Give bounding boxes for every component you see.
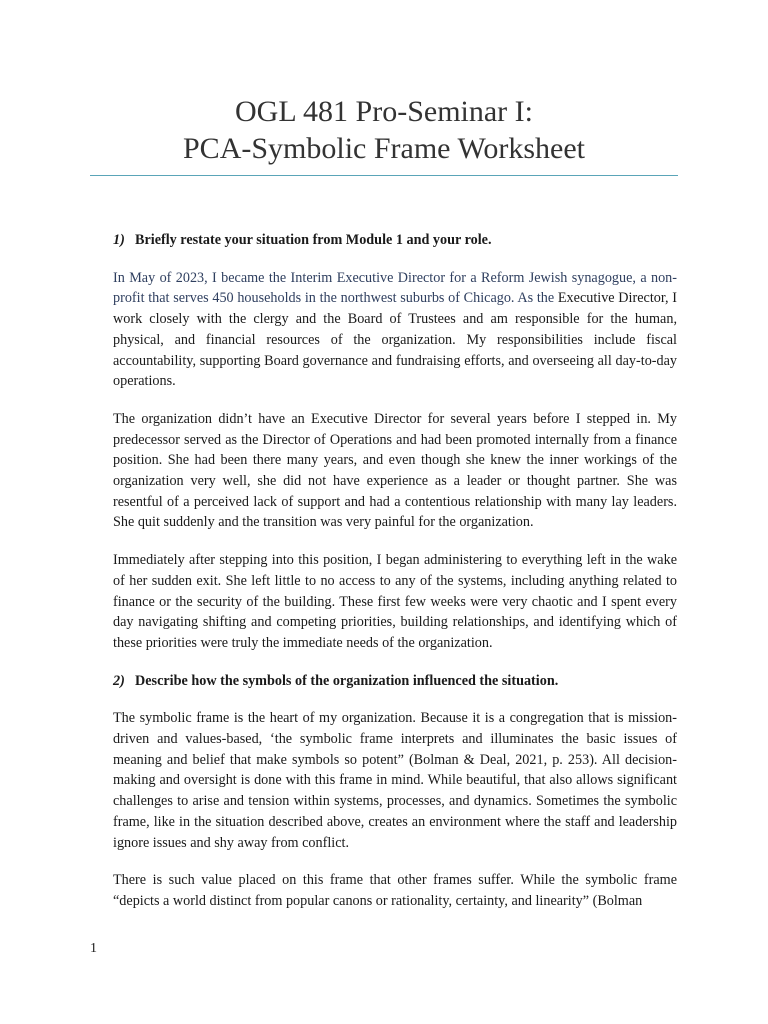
question-2-text: Describe how the symbols of the organization influenced the situation. xyxy=(135,672,559,689)
paragraph-2: The organization didn’t have an Executive Director for several years before I stepped in. My predecessor served as the Director of Operations and had been promoted internally from a finance position. She had been there many years, and even though she knew the inner workings of the organization very well, she did not have experience as a leader or thought partner. She was resentful of a perceived lack of support and had a contentious relationship with many lay leaders. She quit suddenly and the transition was very painful for the organization. xyxy=(113,410,677,531)
paragraph-1-highlight: In May of 2023, I became the Interim Executive Director for a Reform Jewish synagogue, a non-profit that serves 450 households in the northwest suburbs of Chicago. As the xyxy=(113,269,677,307)
title-divider xyxy=(90,175,678,176)
question-1-number: 1) xyxy=(113,232,125,248)
paragraph-5: There is such value placed on this frame that other frames suffer. While the symbolic frame “depicts a world distinct from popular canons or rationality, certainty, and linearity” (Bolman xyxy=(113,872,677,909)
question-2 xyxy=(113,671,677,692)
title-line-1: OGL 481 Pro-Seminar I: xyxy=(234,95,533,128)
paragraph-1-rest: Executive Director, I work closely with the clergy and the Board of Trustees and am responsible for the human, physical, and financial resources of the organization. My responsibilities include fiscal accountability, supporting Board governance and fundraising efforts, and overseeing all day-to-day operations. xyxy=(113,290,677,390)
question-1 xyxy=(113,230,677,251)
question-1-text: Briefly restate your situation from Module 1 and your role. xyxy=(135,232,492,248)
page-number: 1 xyxy=(90,941,97,956)
page-title xyxy=(90,93,678,167)
document-body xyxy=(113,230,677,929)
paragraph-4: The symbolic frame is the heart of my organization. Because it is a congregation that is mission-driven and values-based, ‘the symbolic frame interprets and illuminates the basic issues of meaning and belief that make symbols so potent” (Bolman & Deal, 2021, p. 253). All decision-making and oversight is done with this frame in mind. While beautiful, that also allows significant challenges to arise and tension within systems, processes, and dynamics. Sometimes the symbolic frame, like in the situation described above, creates an environment where the staff and leadership ignore issues and shy away from conflict. xyxy=(113,710,677,851)
title-line-2: PCA-Symbolic Frame Worksheet xyxy=(183,132,585,165)
paragraph-1 xyxy=(113,268,677,392)
paragraph-3: Immediately after stepping into this position, I began administering to everything left in the wake of her sudden exit. She left little to no access to any of the systems, including anything related to finance or the security of the building. These first few weeks were very chaotic and I spent every day navigating shifting and competing priorities, building relationships, and identifying which of these priorities were truly the immediate needs of the organization. xyxy=(113,552,677,651)
question-2-number: 2) xyxy=(113,672,125,689)
